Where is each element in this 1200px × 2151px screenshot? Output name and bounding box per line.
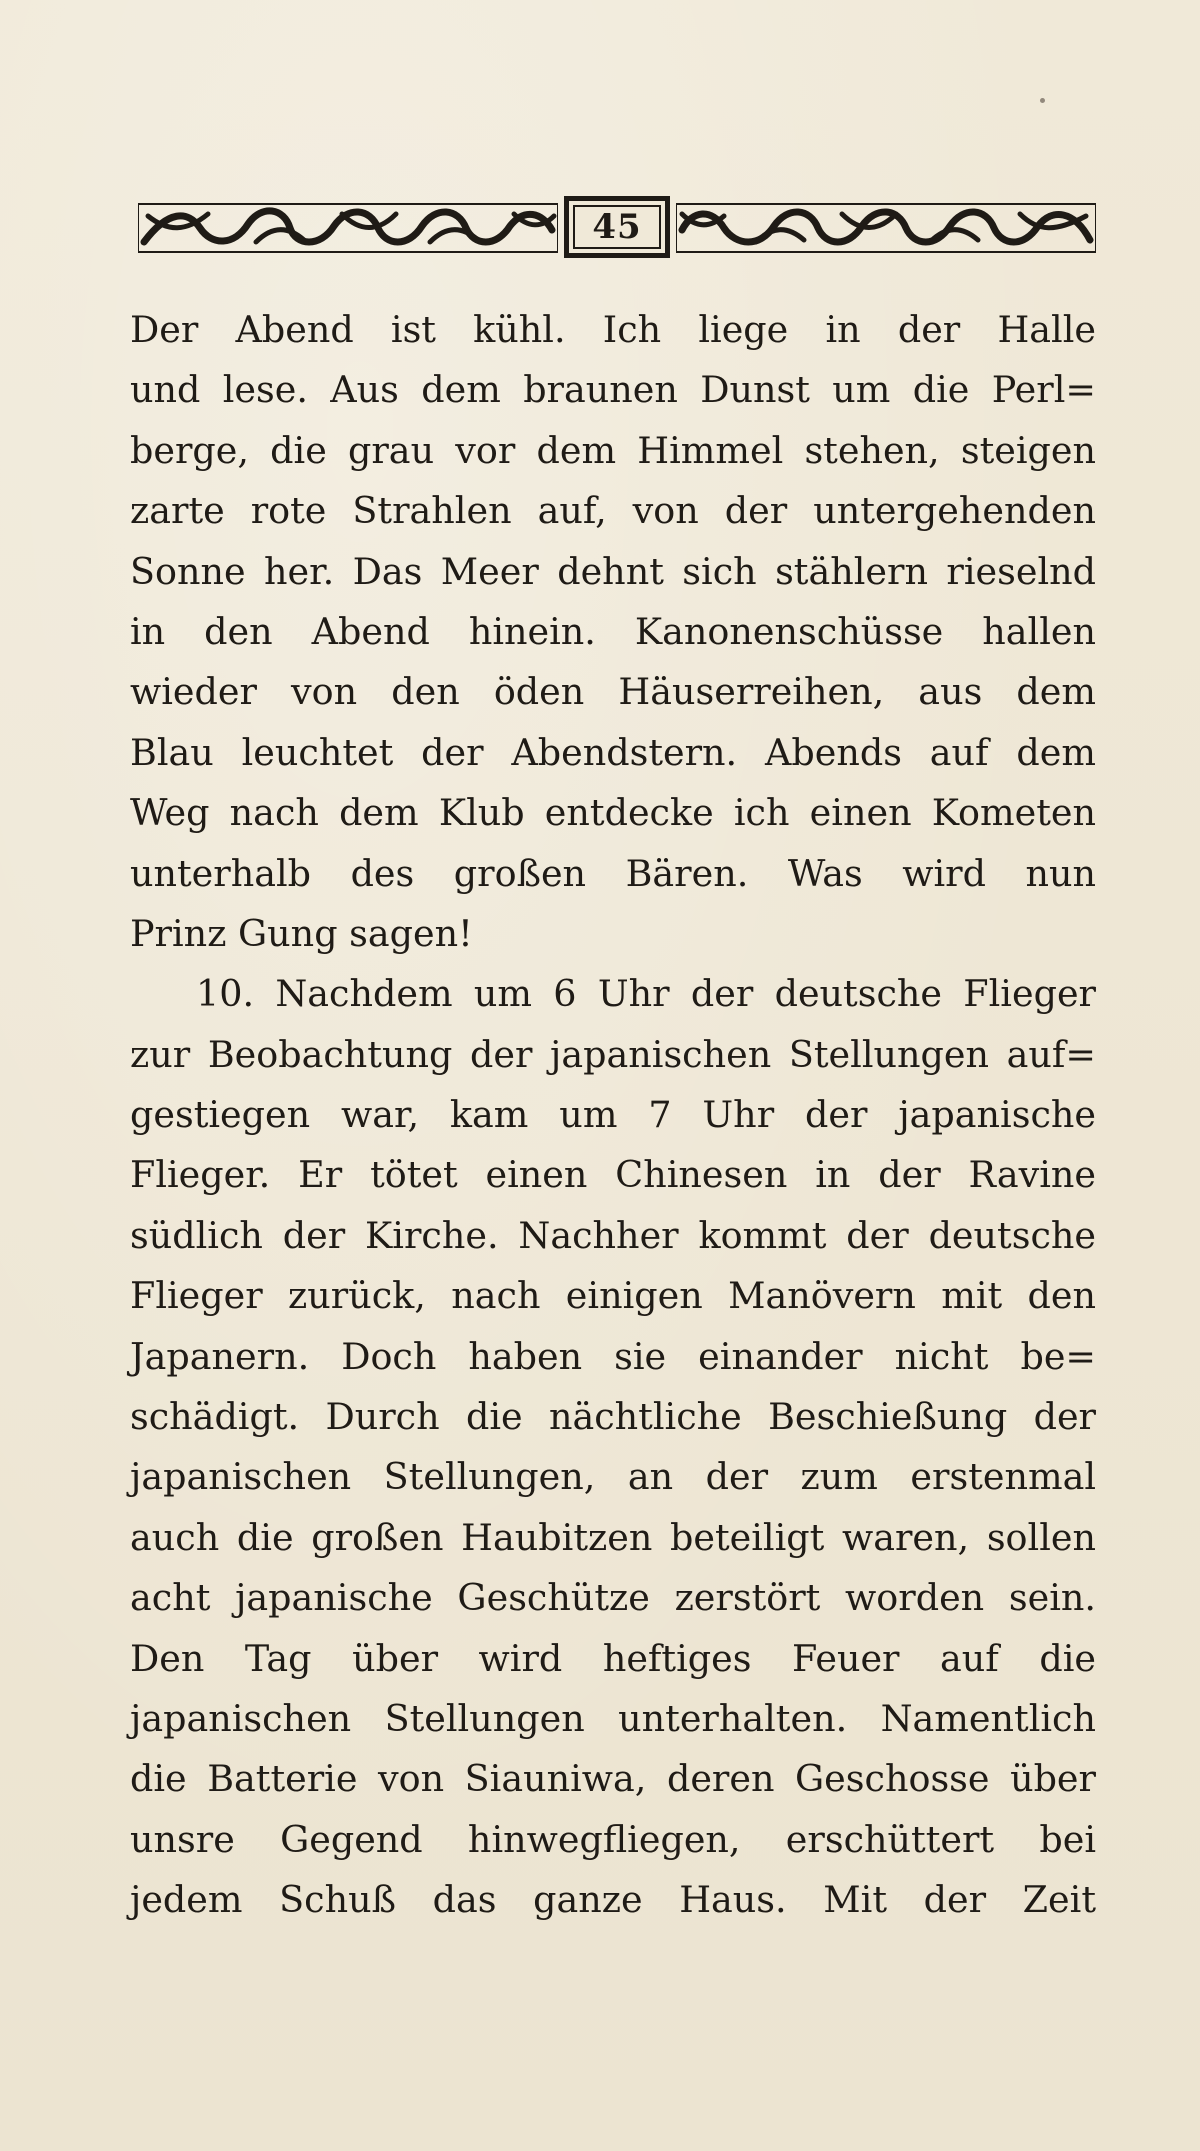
page-number: 45	[592, 207, 642, 247]
text-line: berge, die grau vor dem Himmel stehen, steigen	[130, 428, 1096, 472]
text-line: Blau leuchtet der Abendstern. Abends auf dem	[130, 730, 1096, 774]
text-line: südlich der Kirche. Nachher kommt der deutsche	[130, 1213, 1096, 1257]
ink-speck	[1040, 98, 1045, 103]
text-line: gestiegen war, kam um 7 Uhr der japanische	[130, 1093, 1096, 1137]
text-line: Den Tag über wird heftiges Feuer auf die	[130, 1636, 1096, 1680]
text-line: Der Abend ist kühl. Ich liege in der Halle	[130, 308, 1096, 351]
page-header-ornament	[138, 196, 1096, 260]
right-ornament-band	[676, 202, 1096, 254]
text-line: auch die großen Haubitzen beteiligt waren, sollen	[130, 1515, 1096, 1559]
left-ornament-band	[138, 202, 558, 254]
text-line: zarte rote Strahlen auf, von der untergehenden	[130, 489, 1096, 533]
text-line: unsre Gegend hinwegfliegen, erschüttert bei	[130, 1817, 1096, 1861]
text-line: 10. Nachdem um 6 Uhr der deutsche Flieger	[196, 972, 1096, 1016]
text-line: unterhalb des großen Bären. Was wird nun	[130, 851, 1096, 895]
text-line: Weg nach dem Klub entdecke ich einen Kometen	[130, 791, 1096, 835]
text-line: Flieger zurück, nach einigen Manövern mit den	[130, 1274, 1096, 1318]
text-line: japanischen Stellungen unterhalten. Namentlich	[130, 1696, 1096, 1740]
text-line: die Batterie von Siauniwa, deren Geschosse über	[130, 1757, 1096, 1801]
text-line: zur Beobachtung der japanischen Stellungen auf=	[130, 1032, 1096, 1076]
text-line: jedem Schuß das ganze Haus. Mit der Zeit	[130, 1878, 1096, 1922]
text-line: wieder von den öden Häuserreihen, aus dem	[130, 670, 1096, 714]
text-line: Sonne her. Das Meer dehnt sich stählern rieselnd	[130, 549, 1096, 593]
body-text	[130, 300, 1096, 1931]
text-line: japanischen Stellungen, an der zum erstenmal	[130, 1455, 1096, 1499]
text-line: Flieger. Er tötet einen Chinesen in der Ravine	[130, 1153, 1096, 1197]
page-number-box	[564, 196, 670, 258]
text-line: Japanern. Doch haben sie einander nicht be=	[130, 1334, 1096, 1378]
text-line: acht japanische Geschütze zerstört worden sein.	[130, 1576, 1096, 1620]
text-line: in den Abend hinein. Kanonenschüsse hallen	[130, 609, 1096, 653]
text-line: und lese. Aus dem braunen Dunst um die Perl=	[130, 368, 1096, 412]
text-line: Prinz Gung sagen!	[130, 911, 473, 955]
text-line: schädigt. Durch die nächtliche Beschießung der	[130, 1395, 1096, 1439]
